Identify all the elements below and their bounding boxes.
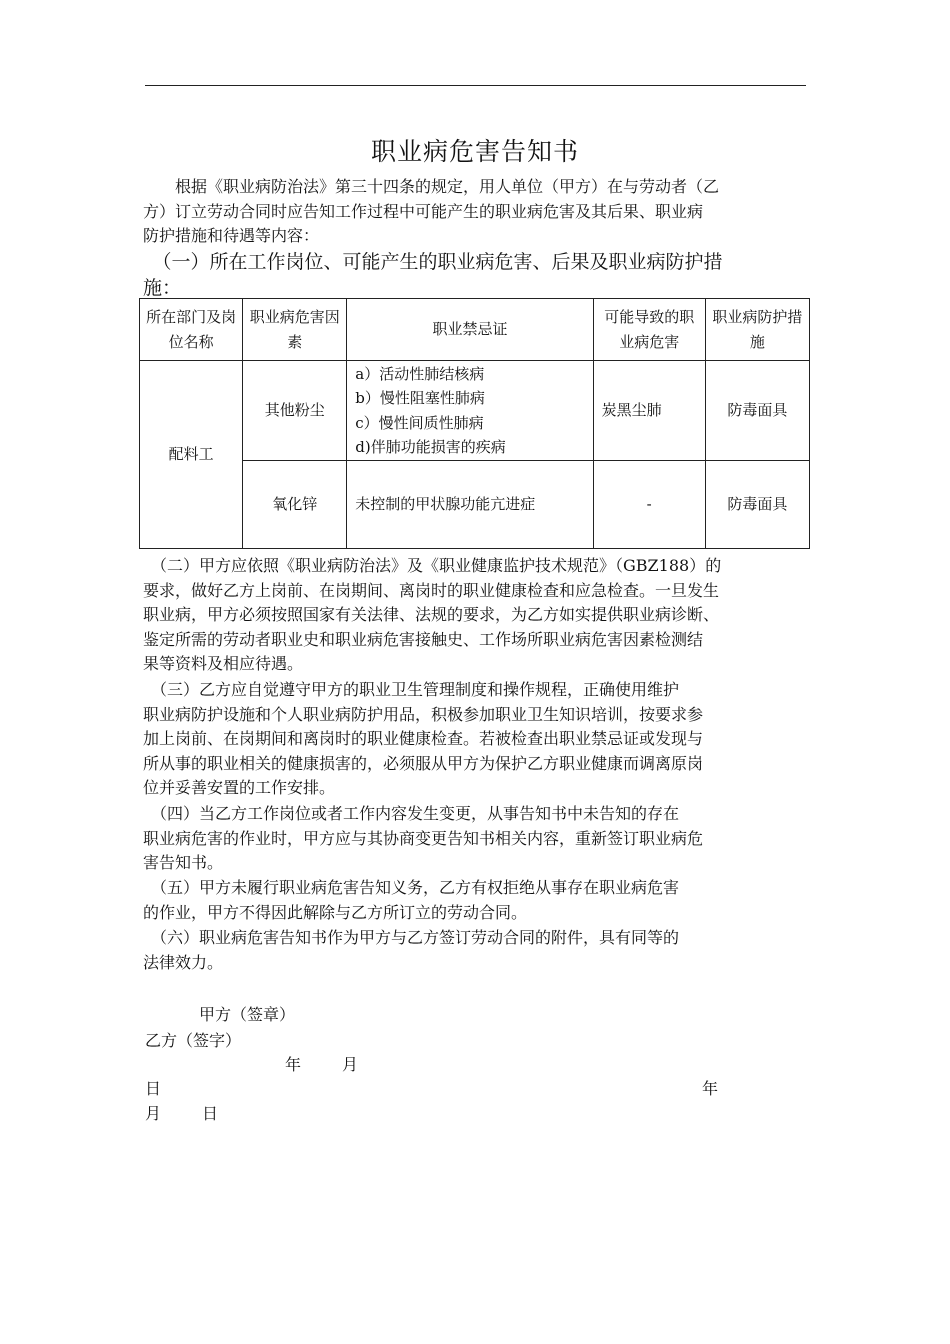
protection-cell: 防毒面具 [705,461,809,549]
section-3-line: 所从事的职业相关的健康损害的，必须服从甲方为保护乙方职业健康而调离原岗 [143,753,704,773]
section-2-line: 要求，做好乙方上岗前、在岗期间、离岗时的职业健康检查和应急检查。一旦发生 [143,580,720,600]
section-5-line: 的作业，甲方不得因此解除与乙方所订立的劳动合同。 [143,902,528,922]
intro-line: 根据《职业病防治法》第三十四条的规定，用人单位（甲方）在与劳动者（乙 [143,177,720,196]
department-cell: 配料工 [140,361,243,549]
disease-cell: 炭黑尘肺 [593,361,705,461]
contraindication-cell [347,361,593,461]
header-protection: 职业病防护措施 [705,299,809,361]
party-b-signature-label: 乙方（签字） [145,1031,242,1050]
section-3-line: 职业病防护设施和个人职业病防护用品，积极参加职业卫生知识培训，按要求参 [143,704,704,724]
intro-line: 方）订立劳动合同时应告知工作过程中可能产生的职业病危害及其后果、职业病 [143,201,704,221]
header-rule [145,85,806,86]
intro-paragraph [143,175,808,249]
section-4-line: 害告知书。 [143,853,224,872]
date-day-label: 日 [145,1079,162,1098]
header-contraindication: 职业禁忌证 [347,299,593,361]
section-3-line: 位并妥善安置的工作安排。 [143,778,336,797]
section-5-paragraph [143,876,808,925]
section-6-line: 法律效力。 [143,952,224,972]
section-3-line: （三）乙方应自觉遵守甲方的职业卫生管理制度和操作规程，正确使用维护 [143,680,680,699]
section-2-line: 职业病，甲方必须按照国家有关法律、法规的要求，为乙方如实提供职业病诊断、 [143,605,720,624]
contraindication-item: b）慢性阻塞性肺病 [355,389,485,407]
header-department: 所在部门及岗位名称 [140,299,243,361]
header-factor: 职业病危害因素 [243,299,347,361]
contraindication-item: a）活动性肺结核病 [355,364,485,383]
date-year-label-2: 年 [702,1079,719,1098]
intro-line: 防护措施和待遇等内容： [143,226,320,245]
factor-cell: 氧化锌 [243,461,347,549]
section-2-line: 果等资料及相应待遇。 [143,654,304,673]
section-2-line: （二）甲方应依照《职业病防治法》及《职业健康监护技术规范》（GBZ188）的 [143,556,722,575]
section-2-line: 鉴定所需的劳动者职业史和职业病危害接触史、工作场所职业病危害因素检测结 [143,629,704,649]
section-6-line: （六）职业病危害告知书作为甲方与乙方签订劳动合同的附件，具有同等的 [143,928,680,947]
section-3-paragraph [143,678,808,801]
section-1-line: 施： [143,277,182,299]
page-title: 职业病危害告知书 [370,137,579,166]
party-a-signature-label: 甲方（签章） [199,1005,296,1024]
contraindication-item: d)伴肺功能损害的疾病 [355,438,506,456]
section-4-paragraph [143,802,808,876]
section-3-line: 加上岗前、在岗期间和离岗时的职业健康检查。若被检查出职业禁忌证或发现与 [143,729,704,748]
contraindication-cell: 未控制的甲状腺功能亢进症 [347,461,593,549]
table-row [140,361,810,461]
section-2-paragraph [143,554,808,677]
protection-cell: 防毒面具 [705,361,809,461]
section-1-heading [143,249,808,301]
date-year-label: 年 [285,1055,302,1074]
section-6-paragraph [143,926,808,975]
date-month-label: 月 [342,1055,359,1074]
contraindication-item: c）慢性间质性肺病 [355,413,484,432]
section-4-line: 职业病危害的作业时，甲方应与其协商变更告知书相关内容，重新签订职业病危 [143,828,704,848]
date-month-label-2: 月 [145,1104,162,1123]
header-disease: 可能导致的职业病危害 [593,299,705,361]
table-header-row [140,299,810,361]
section-4-line: （四）当乙方工作岗位或者工作内容发生变更，从事告知书中未告知的存在 [143,804,680,823]
section-5-line: （五）甲方未履行职业病危害告知义务，乙方有权拒绝从事存在职业病危害 [143,878,680,897]
section-1-line: （一）所在工作岗位、可能产生的职业病危害、后果及职业病防护措 [143,251,723,273]
date-day-label-2: 日 [202,1104,219,1123]
hazard-table [139,298,810,549]
disease-cell: - [593,461,705,549]
factor-cell: 其他粉尘 [243,361,347,461]
